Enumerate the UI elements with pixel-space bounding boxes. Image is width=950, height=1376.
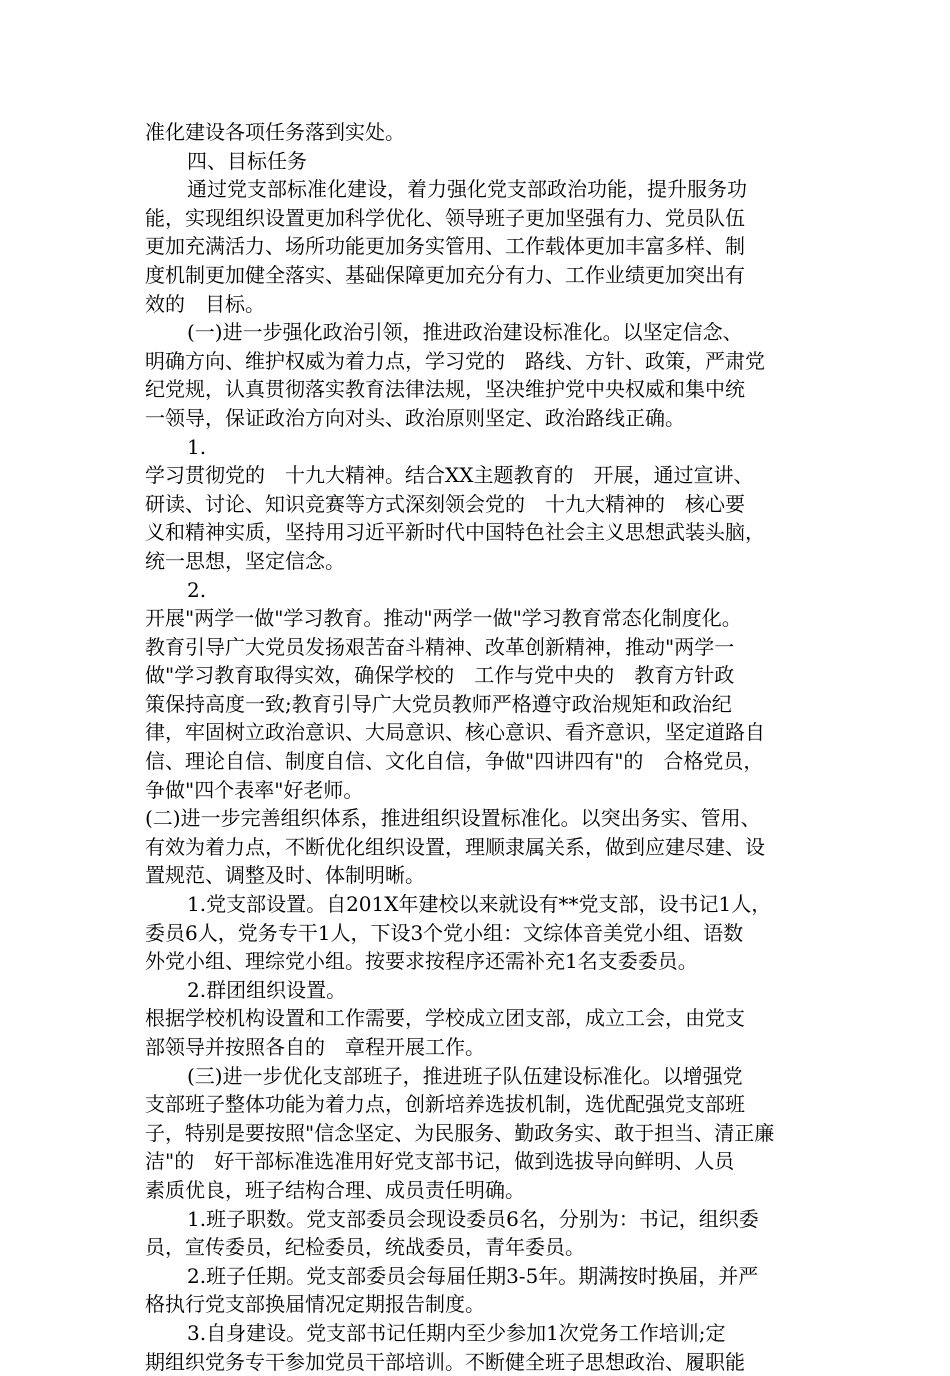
text-line: 有效为着力点，不断优化组织设置，理顺隶属关系，做到应建尽建、设 [145,834,765,859]
text-line: 信、理论自信、制度自信、文化自信，争做"四讲四有"的 合格党员， [145,749,764,774]
text-line: 更加充满活力、场所功能更加务实管用、工作载体更加丰富多样、制 [145,234,745,259]
text-line: 统一思想，坚定信念。 [145,548,345,573]
text-line: 通过党支部标准化建设，着力强化党支部政治功能，提升服务功 [187,177,747,202]
text-line: 学习贯彻党的 十九大精神。结合XX主题教育的 开展，通过宣讲、 [145,463,754,488]
text-line: (二)进一步完善组织体系，推进组织设置标准化。以突出务实、管用、 [145,806,761,831]
text-line: 员，宣传委员，纪检委员，统战委员，青年委员。 [145,1235,585,1260]
text-line: 置规范、调整及时、体制明晰。 [145,863,425,888]
text-line: 部领导并按照各自的 章程开展工作。 [145,1035,485,1059]
text-line: 根据学校机构设置和工作需要，学校成立团支部，成立工会，由党支 [145,1006,745,1031]
text-line: 1.班子职数。党支部委员会现设委员6名，分别为：书记，组织委 [187,1206,759,1231]
text-line: 能，实现组织设置更加科学优化、领导班子更加坚强有力、党员队伍 [145,205,745,230]
text-line: 委员6人，党务专干1人，下设3个党小组：文综体音美党小组、语数 [145,920,744,945]
text-line: 1.党支部设置。自201X年建校以来就设有**党支部，设书记1人， [187,892,772,917]
text-line: 争做"四个表率"好老师。 [145,777,364,802]
text-line: 效的 目标。 [145,291,265,316]
text-line: 子，特别是要按照"信念坚定、为民服务、勤政务实、敢于担当、清正廉 [145,1120,775,1145]
text-line: 度机制更加健全落实、基础保障更加充分有力、工作业绩更加突出有 [145,262,745,287]
document-body [145,118,805,1376]
text-line: 2.班子任期。党支部委员会每届任期3-5年。期满按时换届，并严 [187,1263,759,1288]
text-line: (三)进一步优化支部班子，推进班子队伍建设标准化。以增强党 [187,1063,743,1088]
text-line: 律，牢固树立政治意识、大局意识、核心意识、看齐意识，坚定道路自 [145,720,765,745]
text-line: 做"学习教育取得实效，确保学校的 工作与党中央的 教育方针政 [145,663,735,688]
text-line: 纪党规，认真贯彻落实教育法律法规，坚决维护党中央权威和集中统 [145,377,745,402]
text-line: 1. [187,434,207,459]
text-line: 教育引导广大党员发扬艰苦奋斗精神、改革创新精神，推动"两学一 [145,634,735,659]
text-line: 开展"两学一做"学习教育。推动"两学一做"学习教育常态化制度化。 [145,606,742,631]
text-line: 3.自身建设。党支部书记任期内至少参加1次党务工作培训;定 [187,1320,726,1345]
text-line: 素质优良，班子结构合理、成员责任明确。 [145,1177,525,1202]
text-line: 四、目标任务 [187,148,307,173]
text-line: 洁"的 好干部标准选准用好党支部书记，做到选拔导向鲜明、人员 [145,1149,735,1174]
text-line: 研读、讨论、知识竞赛等方式深刻领会党的 十九大精神的 核心要 [145,491,745,516]
text-line: 明确方向、维护权威为着力点，学习党的 路线、方针、政策，严肃党 [145,348,765,373]
text-line: 期组织党务专干参加党员干部培训。不断健全班子思想政治、履职能 [145,1349,745,1374]
text-line: 支部班子整体功能为着力点，创新培养选拔机制，选优配强党支部班 [145,1092,745,1117]
text-line: 2. [187,577,207,602]
text-line: 准化建设各项任务落到实处。 [145,120,405,144]
text-line: 格执行党支部换届情况定期报告制度。 [145,1292,485,1317]
text-line: 一领导，保证政治方向对头、政治原则坚定、政治路线正确。 [145,405,685,430]
text-line: 策保持高度一致;教育引导广大党员教师严格遵守政治规矩和政治纪 [145,691,732,716]
text-line: 义和精神实质，坚持用习近平新时代中国特色社会主义思想武装头脑， [145,520,765,545]
text-line: 外党小组、理综党小组。按要求按程序还需补充1名支委委员。 [145,949,698,974]
text-line: 2.群团组织设置。 [187,977,347,1002]
text-line: (一)进一步强化政治引领，推进政治建设标准化。以坚定信念、 [187,320,743,345]
